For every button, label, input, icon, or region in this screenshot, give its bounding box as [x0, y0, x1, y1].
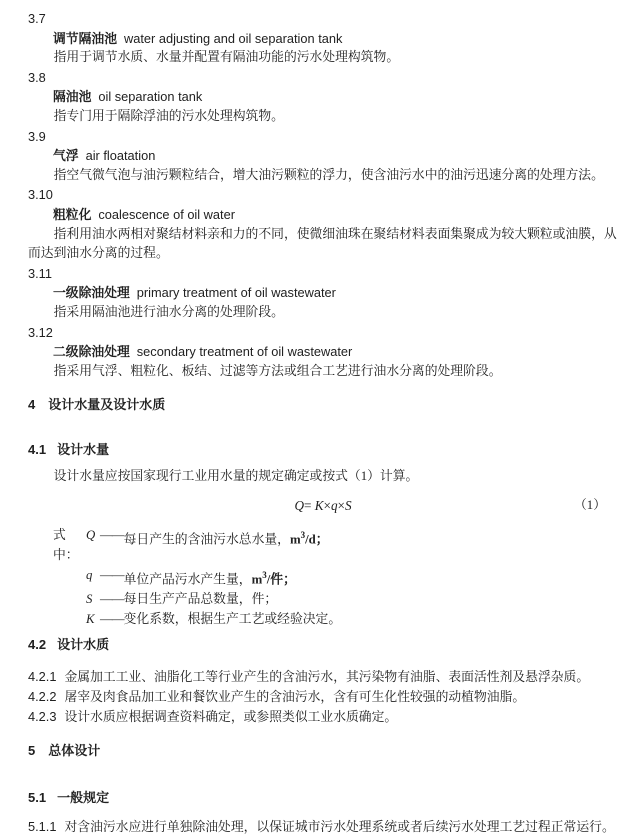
- section-heading-number: 5: [28, 742, 36, 758]
- variable-description: 每日产生的含油污水总水量，$m^3/d$；: [123, 529, 329, 546]
- equation-1: [28, 496, 618, 516]
- term-name-en: coalescence of oil water: [98, 206, 235, 222]
- variable-symbol: K: [86, 611, 95, 626]
- formula-variable-Q: Q: [294, 498, 304, 514]
- term-number: 3.11: [28, 265, 52, 281]
- where-row: [28, 525, 618, 565]
- term-number: 3.8: [28, 69, 46, 85]
- formula-variable-K: K: [314, 498, 324, 514]
- variable-dash: ——: [100, 611, 124, 626]
- clause-list: [28, 667, 618, 727]
- term-name-zh: 气浮: [53, 148, 79, 164]
- unit-rest: /d；: [305, 531, 329, 546]
- clause-text: 金属加工工业、油脂化工等行业产生的含油污水，其污染物有油脂、表面活性剂及悬浮杂质。: [64, 669, 590, 684]
- clause: [28, 707, 618, 727]
- term-definition: 指采用隔油池进行油水分离的处理阶段。: [53, 304, 284, 319]
- term-title: [28, 205, 618, 225]
- variable-description: 变化系数，根据生产工艺或经验决定。: [123, 611, 342, 626]
- section-heading-title: 设计水量及设计水质: [48, 397, 166, 413]
- term-block: [28, 185, 618, 263]
- subsection-heading-number: 5.1: [28, 790, 47, 806]
- section-4-heading: [28, 395, 618, 415]
- section-5-heading: [28, 741, 618, 761]
- clause-number: 5.1.1: [28, 818, 57, 834]
- variable-symbol: q: [86, 567, 93, 582]
- term-name-zh: 调节隔油池: [53, 30, 117, 46]
- term-name-zh: 二级除油处理: [53, 344, 130, 360]
- term-number: 3.12: [28, 324, 53, 340]
- equation-number: （1）: [574, 498, 606, 513]
- term-definition: 指空气微气泡与油污颗粒结合，增大油污颗粒的浮力，使含油污水中的油污迅速分离的处理方法。: [53, 167, 604, 182]
- equals-sign: =: [303, 498, 315, 514]
- clause: [28, 667, 618, 687]
- term-name-en: primary treatment of oil wastewater: [136, 285, 336, 301]
- unit-base: m: [251, 571, 263, 586]
- formula-variable-q: q: [330, 498, 338, 514]
- formula-variable-S: S: [344, 498, 352, 514]
- term-title: [28, 146, 618, 166]
- term-definition: 指采用气浮、粗粒化、板结、过滤等方法或组合工艺进行油水分离的处理阶段。: [53, 363, 502, 378]
- multiply-sign: ×: [323, 498, 331, 514]
- variable-dash: ——: [100, 591, 124, 606]
- terms-section: [28, 9, 618, 381]
- unit-superscript: 3: [262, 569, 267, 580]
- term-block: [28, 127, 618, 186]
- clause-number: 4.2.3: [28, 708, 57, 724]
- unit-rest: /件；: [266, 571, 296, 586]
- variable-description: 单位产品污水产生量，$m^3/$件；: [123, 569, 296, 586]
- subsection-heading-number: 4.1: [28, 441, 47, 457]
- term-title: [28, 29, 618, 49]
- variable-dash: ——: [100, 527, 124, 542]
- where-row: [28, 609, 618, 629]
- term-name-en: air floatation: [85, 148, 156, 164]
- clause: [28, 817, 618, 837]
- term-definition: 指利用油水两相对聚结材料亲和力的不同，使微细油珠在聚结材料表面集聚成为较大颗粒或油膜，从而达到油水分离的过程。: [28, 226, 617, 261]
- term-name-zh: 粗粒化: [53, 206, 92, 222]
- term-name-en: water adjusting and oil separation tank: [123, 30, 343, 46]
- term-block: [28, 9, 618, 68]
- term-name-zh: 隔油池: [53, 89, 92, 105]
- variable-symbol: S: [86, 591, 93, 606]
- term-definition: 指专门用于隔除浮油的污水处理构筑物。: [53, 108, 284, 123]
- term-title: [28, 342, 618, 362]
- term-name-zh: 一级除油处理: [53, 285, 130, 301]
- subsection-heading-title: 一般规定: [57, 790, 110, 806]
- variable-description: 每日生产产品总数量，件；: [123, 591, 278, 606]
- multiply-sign: ×: [337, 498, 345, 514]
- where-row: [28, 589, 618, 609]
- term-number: 3.9: [28, 128, 46, 144]
- clause-text: 对含油污水应进行单独除油处理，以保证城市污水处理系统或者后续污水处理工艺过程正常运行。: [64, 819, 615, 834]
- variable-symbol: Q: [86, 527, 96, 542]
- section-4-1-heading: [28, 440, 618, 460]
- term-block: [28, 264, 618, 323]
- subsection-heading-number: 4.2: [28, 636, 47, 652]
- section-heading-number: 4: [28, 397, 36, 413]
- term-number: 3.10: [28, 187, 53, 203]
- where-row: [28, 565, 618, 589]
- clause-number: 4.2.2: [28, 688, 57, 704]
- unit-superscript: 3: [300, 529, 306, 540]
- design-flow-paragraph: 设计水量应按国家现行工业用水量的规定确定或按式（1）计算。: [53, 469, 419, 484]
- section-heading-title: 总体设计: [48, 742, 101, 758]
- term-name-en: oil separation tank: [98, 89, 203, 105]
- formula-expression: [294, 496, 351, 516]
- variable-dash: ——: [100, 567, 124, 582]
- unit-base: m: [289, 531, 301, 546]
- clause-text: 设计水质应根据调查资料确定，或参照类似工业水质确定。: [64, 709, 398, 724]
- clause: [28, 687, 618, 707]
- term-block: [28, 68, 618, 127]
- subsection-heading-title: 设计水质: [57, 636, 110, 652]
- term-definition: 指用于调节水质、水量并配置有隔油功能的污水处理构筑物。: [53, 50, 400, 65]
- where-list: [28, 525, 618, 629]
- term-title: [28, 283, 618, 303]
- section-5-1-heading: [28, 788, 618, 808]
- clause-text: 屠宰及肉食品加工业和餐饮业产生的含油污水，含有可生化性较强的动植物油脂。: [64, 689, 526, 704]
- term-number: 3.7: [28, 11, 46, 26]
- section-4-2-heading: [28, 635, 618, 655]
- subsection-heading-title: 设计水量: [57, 441, 110, 457]
- term-block: [28, 323, 618, 382]
- where-prefix: 式中：: [53, 527, 79, 562]
- term-name-en: secondary treatment of oil wastewater: [136, 344, 353, 360]
- term-title: [28, 87, 618, 107]
- clause-number: 4.2.1: [28, 668, 57, 684]
